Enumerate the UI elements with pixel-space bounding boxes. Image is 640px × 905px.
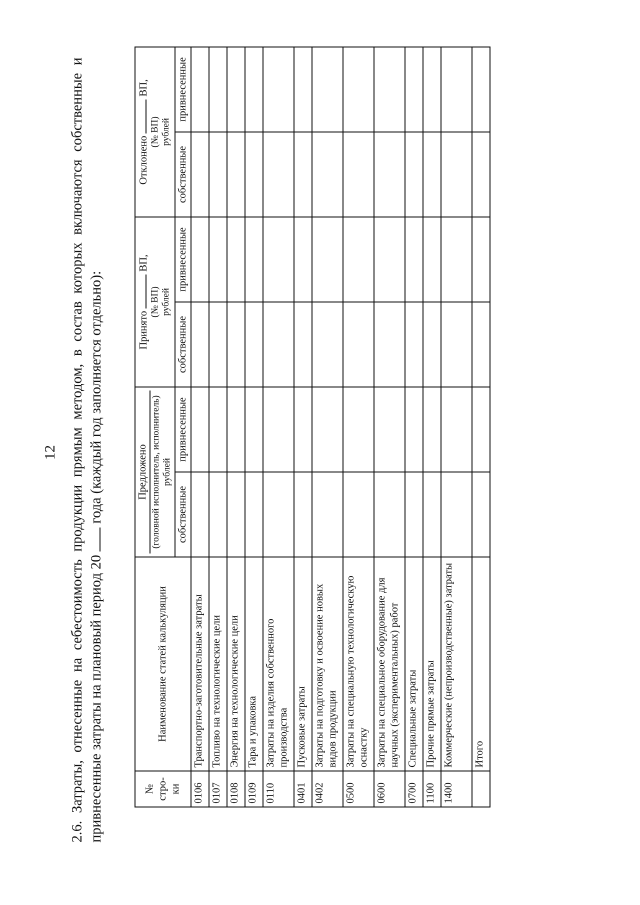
table-row [343, 47, 374, 807]
cell-rejected-brought-in [405, 47, 423, 132]
cell-proposed-own [423, 472, 441, 557]
section-heading [69, 58, 107, 843]
table-row [263, 47, 294, 807]
cell-rejected-brought-in [227, 47, 245, 132]
cell-accepted-brought-in [294, 217, 312, 302]
cell-proposed-brought-in [227, 387, 245, 472]
row-code: 0106 [191, 771, 209, 807]
accepted-brought-in-header: привнесенные [175, 217, 191, 302]
row-code: 0402 [312, 771, 343, 807]
table-row [191, 47, 209, 807]
proposed-title: Предложено [137, 444, 149, 500]
proposed-brought-in-header: привнесенные [175, 387, 191, 472]
rejected-vp-blank [146, 99, 147, 133]
cell-accepted-brought-in [405, 217, 423, 302]
cell-rejected-own [472, 132, 490, 217]
rejected-title-suffix: ВП, [138, 79, 150, 97]
cell-accepted-own [441, 302, 472, 387]
row-code: 0600 [374, 771, 405, 807]
row-name: Затраты на подготовку и освоение новых видов продукции [312, 557, 343, 771]
row-name: Итого [472, 557, 490, 771]
accepted-own-header: собственные [175, 302, 191, 387]
row-code: 0401 [294, 771, 312, 807]
cell-proposed-own [405, 472, 423, 557]
cell-proposed-own [245, 472, 263, 557]
table-row [423, 47, 441, 807]
row-name: Прочие прямые затраты [423, 557, 441, 771]
rejected-unit: рублей [161, 118, 172, 146]
row-code: 0108 [227, 771, 245, 807]
row-code: 0700 [405, 771, 423, 807]
accepted-title-suffix: ВП, [138, 254, 150, 272]
cell-proposed-own [312, 472, 343, 557]
cell-proposed-brought-in [405, 387, 423, 472]
cell-rejected-own [294, 132, 312, 217]
heading-text-part1: 2.6. Затраты, отнесенные на себестоимость продукции прямым методом, в состав которых включаются собственные и привнесенные затраты на плановый период 20 [69, 57, 105, 843]
cell-proposed-own [374, 472, 405, 557]
cell-proposed-brought-in [374, 387, 405, 472]
table-row [312, 47, 343, 807]
cell-rejected-own [374, 132, 405, 217]
accepted-title-prefix: Принято [138, 310, 150, 350]
cell-rejected-own [245, 132, 263, 217]
row-code: 0110 [263, 771, 294, 807]
cell-proposed-own [294, 472, 312, 557]
rotated-sheet [43, 48, 598, 858]
table-row-total [472, 47, 490, 807]
cell-proposed-own [441, 472, 472, 557]
cell-accepted-own [209, 302, 227, 387]
cell-proposed-brought-in [209, 387, 227, 472]
rejected-title-prefix: Отклонено [138, 135, 150, 185]
cell-rejected-own [227, 132, 245, 217]
cell-rejected-own [343, 132, 374, 217]
cell-accepted-brought-in [441, 217, 472, 302]
table-row [405, 47, 423, 807]
cell-proposed-own [343, 472, 374, 557]
row-name: Затраты на изделия собственного производства [263, 557, 294, 771]
cell-accepted-brought-in [191, 217, 209, 302]
cell-rejected-brought-in [294, 47, 312, 132]
cell-proposed-brought-in [343, 387, 374, 472]
cell-rejected-brought-in [423, 47, 441, 132]
cell-accepted-brought-in [343, 217, 374, 302]
row-code: 1400 [441, 771, 472, 807]
cell-accepted-brought-in [472, 217, 490, 302]
cell-rejected-own [405, 132, 423, 217]
cell-proposed-own [209, 472, 227, 557]
cell-accepted-brought-in [423, 217, 441, 302]
row-code: 0107 [209, 771, 227, 807]
cell-rejected-brought-in [472, 47, 490, 132]
cell-accepted-brought-in [312, 217, 343, 302]
row-name: Коммерческие (непроизводственные) затраты [441, 557, 472, 771]
cell-rejected-brought-in [312, 47, 343, 132]
table-body [191, 47, 490, 807]
row-name: Топливо на технологические цели [209, 557, 227, 771]
cell-rejected-own [441, 132, 472, 217]
table-row [374, 47, 405, 807]
cell-accepted-own [263, 302, 294, 387]
header-accepted [135, 217, 175, 387]
cell-proposed-own [191, 472, 209, 557]
cell-accepted-own [227, 302, 245, 387]
cell-proposed-own [472, 472, 490, 557]
cell-accepted-brought-in [227, 217, 245, 302]
cell-rejected-brought-in [263, 47, 294, 132]
cell-rejected-brought-in [441, 47, 472, 132]
cell-proposed-brought-in [245, 387, 263, 472]
table-row [245, 47, 263, 807]
cell-accepted-own [374, 302, 405, 387]
proposed-own-header: собственные [175, 472, 191, 557]
cell-proposed-own [227, 472, 245, 557]
row-code: 0500 [343, 771, 374, 807]
table-row [441, 47, 472, 807]
row-name: Транспортно-заготовительные затраты [191, 557, 209, 771]
cell-accepted-own [472, 302, 490, 387]
row-code [472, 771, 490, 807]
heading-text-part2: года (каждый год заполняется отдельно): [88, 270, 105, 524]
year-blank-line [100, 527, 101, 551]
row-code: 1100 [423, 771, 441, 807]
cell-rejected-own [191, 132, 209, 217]
table-header [135, 47, 191, 807]
header-row-number: № стро- ки [135, 771, 191, 807]
cell-accepted-own [405, 302, 423, 387]
accepted-vp-blank [146, 274, 147, 308]
rejected-own-header: собственные [175, 132, 191, 217]
header-rejected [135, 47, 175, 217]
cell-proposed-brought-in [423, 387, 441, 472]
cell-rejected-brought-in [343, 47, 374, 132]
cell-rejected-own [312, 132, 343, 217]
cell-proposed-brought-in [441, 387, 472, 472]
cell-proposed-brought-in [472, 387, 490, 472]
row-name: Пусковые затраты [294, 557, 312, 771]
cell-rejected-brought-in [374, 47, 405, 132]
cell-rejected-brought-in [191, 47, 209, 132]
cell-accepted-own [294, 302, 312, 387]
cost-calculation-table [135, 46, 491, 807]
proposed-subtitle: (головной исполнитель, исполнитель) [150, 390, 163, 553]
cell-rejected-own [423, 132, 441, 217]
table-row [227, 47, 245, 807]
cell-accepted-brought-in [263, 217, 294, 302]
accepted-vp-note: (№ ВП) [150, 286, 161, 318]
proposed-unit: рублей [162, 458, 173, 486]
row-name: Тара и упаковка [245, 557, 263, 771]
cell-rejected-brought-in [245, 47, 263, 132]
rejected-vp-note: (№ ВП) [150, 116, 161, 148]
accepted-unit: рублей [161, 288, 172, 316]
cell-proposed-brought-in [191, 387, 209, 472]
cell-proposed-brought-in [294, 387, 312, 472]
cell-accepted-own [245, 302, 263, 387]
cell-rejected-brought-in [209, 47, 227, 132]
cell-accepted-own [423, 302, 441, 387]
cell-accepted-brought-in [209, 217, 227, 302]
row-name: Энергия на технологические цели [227, 557, 245, 771]
cell-rejected-own [263, 132, 294, 217]
cell-proposed-brought-in [263, 387, 294, 472]
cell-proposed-brought-in [312, 387, 343, 472]
header-proposed [135, 387, 175, 557]
cell-accepted-brought-in [374, 217, 405, 302]
cell-rejected-own [209, 132, 227, 217]
rejected-brought-in-header: привнесенные [175, 47, 191, 132]
cell-accepted-brought-in [245, 217, 263, 302]
row-name: Затраты на специальную технологическую оснастку [343, 557, 374, 771]
row-name: Затраты на специальное оборудование для научных (экспериментальных) работ [374, 557, 405, 771]
header-item-name: Наименование статей калькуляции [135, 557, 191, 771]
cell-accepted-own [343, 302, 374, 387]
page-number: 12 [42, 445, 59, 460]
row-code: 0109 [245, 771, 263, 807]
cell-accepted-own [312, 302, 343, 387]
table-row [209, 47, 227, 807]
cell-proposed-own [263, 472, 294, 557]
cell-accepted-own [191, 302, 209, 387]
row-name: Специальные затраты [405, 557, 423, 771]
table-row [294, 47, 312, 807]
